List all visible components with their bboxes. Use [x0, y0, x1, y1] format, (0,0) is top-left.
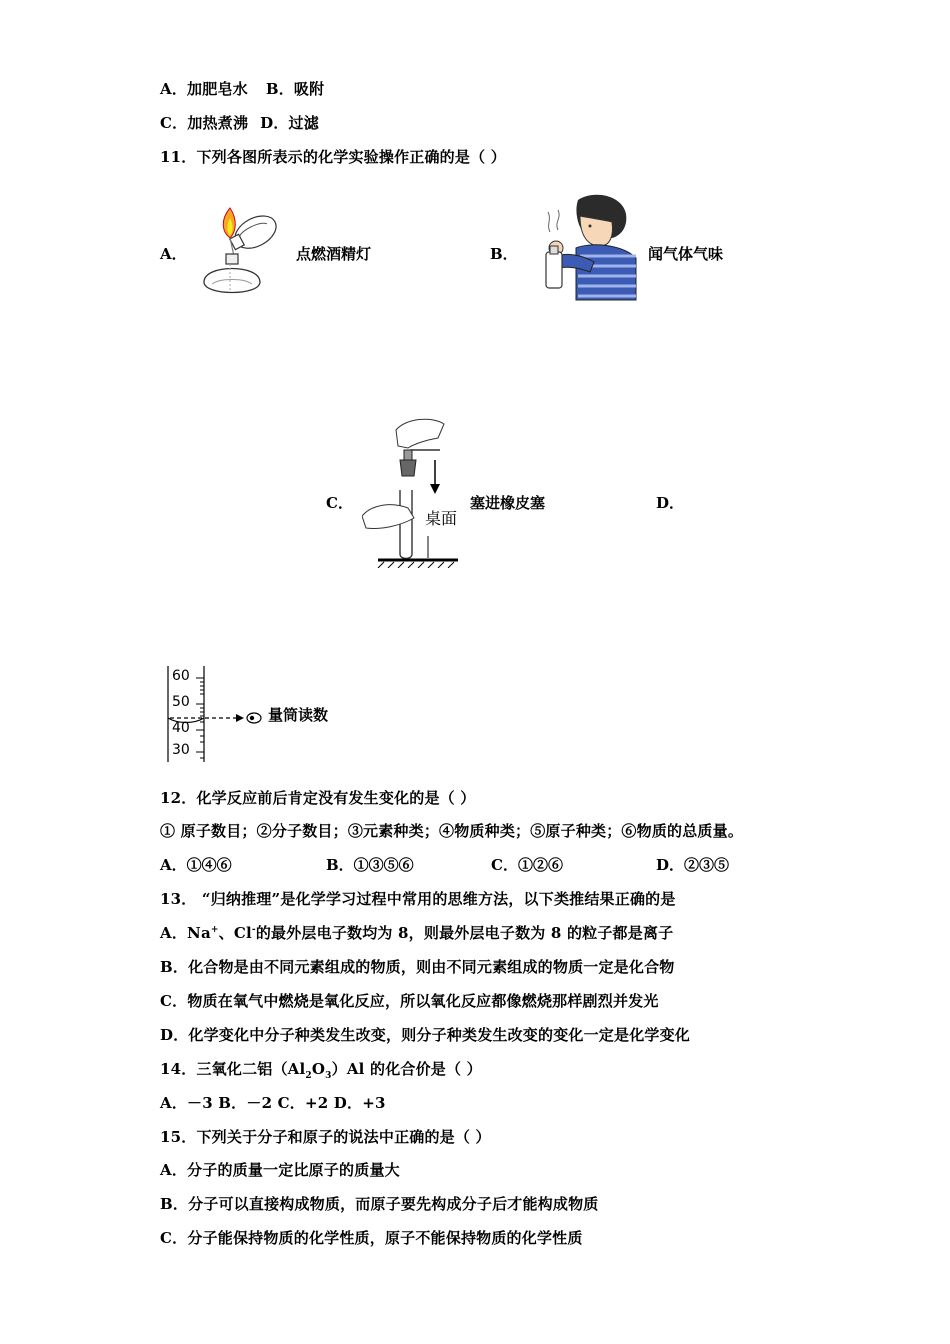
q13-stem: 13． “归纳推理”是化学学习过程中常用的思维方法，以下类推结果正确的是 [160, 890, 676, 908]
q13-option-a-mid: 、Cl [218, 924, 252, 942]
scale-label-30: 30 [172, 742, 190, 758]
q11-option-d-letter: D． [656, 494, 685, 512]
q11-option-b-letter: B． [490, 245, 518, 263]
q14-stem-post: ）Al 的化合价是（ ） [331, 1060, 482, 1078]
q10-options-row2 [160, 112, 319, 133]
q12-option-d: D．②③⑤ [656, 856, 730, 874]
q14-sub2: 3 [325, 1071, 332, 1081]
q13-option-a-post: 的最外层电子数均为 8，则最外层电子数为 8 的粒子都是离子 [255, 924, 674, 942]
q11-option-d-caption: 量筒读数 [268, 706, 329, 724]
q12-option-b: B．①③⑤⑥ [326, 856, 414, 874]
q13-option-a-sup2: - [251, 925, 256, 935]
q10-option-b: B．吸附 [265, 80, 325, 98]
scale-label-50: 50 [172, 694, 190, 710]
q14-stem-mid: O [311, 1060, 326, 1078]
q15-stem: 15．下列关于分子和原子的说法中正确的是（ ） [160, 1128, 491, 1146]
table-surface-label: 桌面 [425, 509, 458, 528]
q11-option-b-caption: 闻气体气味 [648, 245, 724, 263]
q10-option-a: A．加肥皂水 [160, 80, 248, 98]
q13-option-a-sup1: + [210, 925, 219, 935]
q13-option-d: D．化学变化中分子种类发生改变，则分子种类发生改变的变化一定是化学变化 [160, 1026, 691, 1044]
q14-stem-pre: 14．三氧化二铝（Al [160, 1060, 306, 1078]
q14-sub1: 2 [305, 1071, 312, 1081]
smell-gas-figure [540, 192, 640, 302]
q12-stem: 12．化学反应前后肯定没有发生变化的是（ ） [160, 789, 476, 807]
q14-stem [160, 1058, 482, 1081]
cylinder-reading-figure [160, 664, 270, 764]
q12-option-a: A．①④⑥ [160, 856, 232, 874]
q12-items: ① 原子数目；②分子数目；③元素种类；④物质种类；⑤原子种类；⑥物质的总质量。 [160, 822, 744, 840]
q11-option-c-caption: 塞进橡皮塞 [470, 494, 546, 512]
alcohol-lamp-figure [190, 198, 295, 304]
q12-option-c: C．①②⑥ [491, 856, 563, 874]
q13-option-c: C．物质在氧气中燃烧是氧化反应，所以氧化反应都像燃烧那样剧烈并发光 [160, 992, 659, 1010]
q13-option-b: B．化合物是由不同元素组成的物质，则由不同元素组成的物质一定是化合物 [160, 958, 675, 976]
scale-label-60: 60 [172, 668, 190, 684]
q10-option-d: D．过滤 [260, 114, 319, 132]
q10-option-c: C．加热煮沸 [160, 114, 249, 132]
q14-options: A．－3 B．－2 C．+2 D．+3 [160, 1094, 386, 1112]
q11-option-a-caption: 点燃酒精灯 [296, 245, 372, 263]
q11-option-c-letter: C． [326, 494, 353, 512]
q10-options-row1 [160, 78, 324, 99]
q15-option-a: A．分子的质量一定比原子的质量大 [160, 1161, 400, 1179]
scale-label-40: 40 [172, 720, 190, 736]
q13-option-a-pre: A．Na [160, 924, 211, 942]
q15-option-c: C．分子能保持物质的化学性质，原子不能保持物质的化学性质 [160, 1229, 583, 1247]
q11-option-a-letter: A． [160, 245, 187, 263]
insert-stopper-figure [362, 416, 472, 568]
q11-stem: 11．下列各图所表示的化学实验操作正确的是（ ） [160, 148, 506, 166]
q13-option-a [160, 922, 673, 943]
q15-option-b: B．分子可以直接构成物质，而原子要先构成分子后才能构成物质 [160, 1195, 599, 1213]
